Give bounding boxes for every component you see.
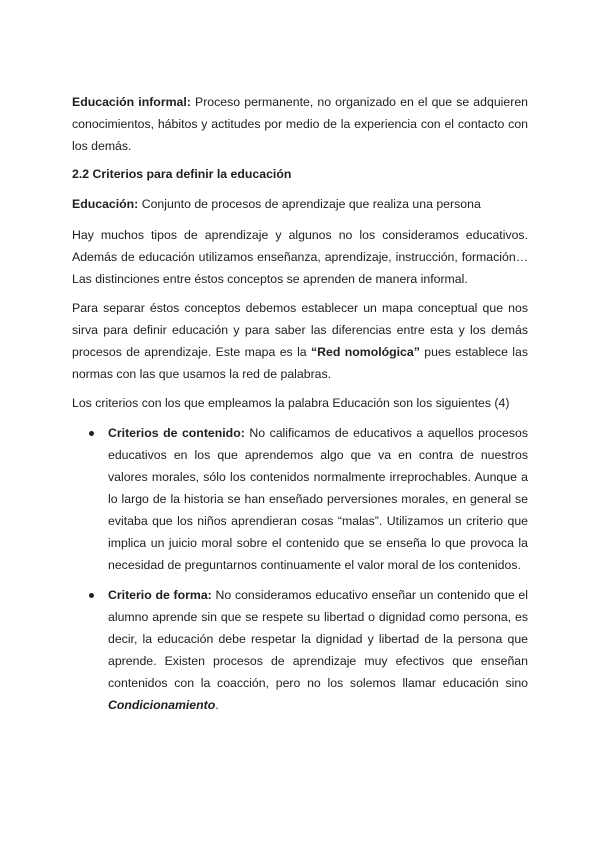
term-education: Educación: <box>72 197 139 211</box>
content-criteria-text: No calificamos de educativos a aquellos procesos educativos en los que aprendemos algo que va en contra de nuestros valores morales, sólo los contenidos normalmente irreprochables. Aunque a lo largo de la historia se han enseñado perversiones morales, en general se evitaba que los niños aprendieran cosas “malas”. Utilizamos un criterio que implica un juicio moral sobre el contenido que se enseña lo que provoca la necesidad de preguntarnos continuamente el valor moral de los contenidos. <box>108 426 529 572</box>
form-criteria-text: No consideramos educativo enseñar un contenido que el alumno aprende sin que se respete su libertad o dignidad como persona, es decir, la educación debe respetar la dignidad y libertad de la persona que aprende. Existen procesos de aprendizaje muy efectivos que enseñan contenidos con la coacción, pero no los solemos llamar educación sino <box>108 588 528 690</box>
term-content-criteria: Criterios de contenido: <box>108 426 245 440</box>
conceptual-map-text-before: Para separar éstos conceptos debemos establecer un mapa conceptual que nos sirva para definir educación y para saber las diferencias entre esta y los demás procesos de aprendizaje. Este mapa es la <box>72 301 528 359</box>
criteria-list <box>72 422 528 716</box>
bullet-dot-icon <box>89 431 94 436</box>
paragraph-conceptual-map <box>72 297 528 385</box>
list-item-content-criteria <box>72 422 528 576</box>
definition-informal-education: Proceso permanente, no organizado en el que se adquieren conocimientos, hábitos y actitudes por medio de la experiencia con el contacto con los demás. <box>72 95 529 153</box>
conceptual-map-text-after: pues establece las normas con las que usamos la red de palabras. <box>72 345 528 381</box>
section-heading: 2.2 Criterios para definir la educación <box>72 167 292 181</box>
term-conditioning: Condicionamiento <box>108 698 216 712</box>
term-nomological-network: “Red nomológica” <box>311 345 420 359</box>
definition-education: Conjunto de procesos de aprendizaje que realiza una persona <box>138 197 481 211</box>
paragraph-education-definition <box>72 193 528 215</box>
list-item-form-criteria <box>72 584 528 716</box>
term-informal-education: Educación informal: <box>72 95 191 109</box>
form-criteria-end: . <box>215 698 219 712</box>
paragraph-informal-education <box>72 91 528 157</box>
paragraph-learning-types: Hay muchos tipos de aprendizaje y algunos no los consideramos educativos. Además de educación utilizamos enseñanza, aprendizaje, instrucción, formación… Las distinciones entre éstos conceptos se aprenden de manera informal. <box>72 228 528 286</box>
bullet-dot-icon <box>89 593 94 598</box>
term-form-criteria: Criterio de forma: <box>108 588 212 602</box>
paragraph-criteria-intro: Los criterios con los que empleamos la palabra Educación son los siguientes (4) <box>72 396 510 410</box>
